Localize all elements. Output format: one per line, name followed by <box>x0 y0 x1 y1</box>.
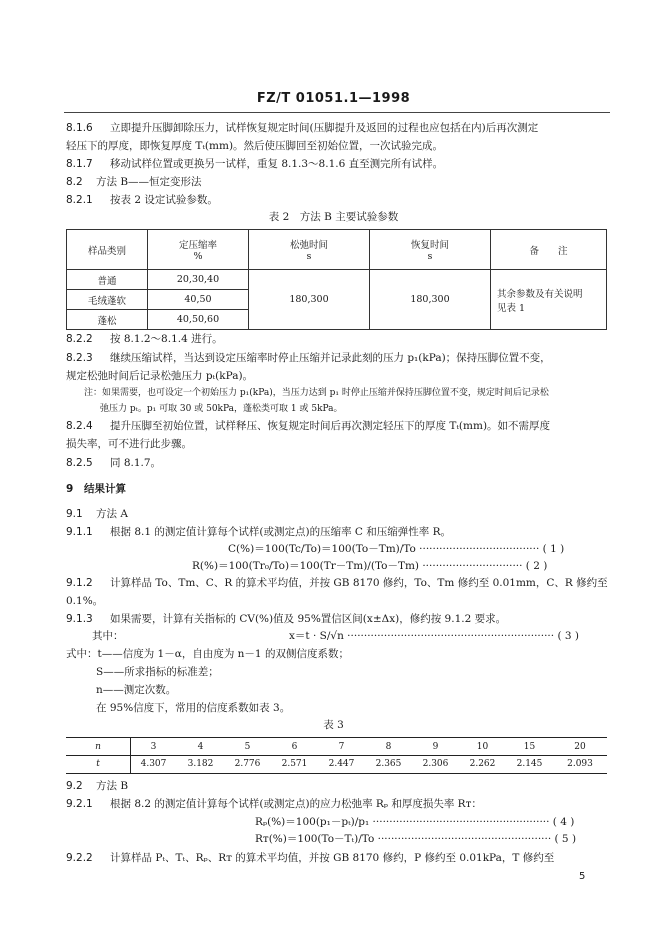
table-cell: 2.776 <box>234 759 261 769</box>
definition-text: S——所求指标的标准差； <box>96 666 219 678</box>
table-cell: 3 <box>150 741 157 752</box>
equation-1: C(%)＝100(Tc/To)＝100(To－Tm)/To ···································· ( 1 ) <box>228 543 565 555</box>
table-row-label: n <box>95 741 101 752</box>
definition-text: 式中：t——信度为 1－α，自由度为 n－1 的双侧信度系数； <box>66 648 349 660</box>
table-cell: 其余参数及有关说明 见表 1 <box>491 270 607 330</box>
table-header-cell: 定压缩率 % <box>148 230 249 270</box>
section-title: 方法 B——恒定变形法 <box>96 176 202 188</box>
table-cell: 20,30,40 <box>148 270 249 290</box>
clause-number: 8.2.3 <box>66 352 93 364</box>
clause-number: 8.2.1 <box>66 194 93 206</box>
table-cell: 15 <box>523 741 536 752</box>
table-header-cell: 备 注 <box>491 230 607 270</box>
table-cell: 10 <box>476 741 489 752</box>
clause-text: 损失率，可不进行此步骤。 <box>66 438 192 450</box>
clause-number: 9.2.1 <box>66 798 93 810</box>
clause-text: 根据 8.1 的测定值计算每个试样(或测定点)的压缩率 C 和压缩弹性率 R。 <box>110 526 452 538</box>
equation-3: x＝t · S/√n ······························································ ( 3 ) <box>289 630 579 642</box>
section-number: 9.2 <box>66 780 83 792</box>
table-cell: 20 <box>574 741 586 752</box>
table-cell: 2.306 <box>422 759 449 769</box>
table-row <box>66 755 607 773</box>
clause-text: 提升压脚至初始位置，试样释压、恢复规定时间后再次测定轻压下的厚度 Tₜ(mm)。如不需厚度 <box>110 420 551 432</box>
table-cell: 4 <box>197 741 204 752</box>
equation-5: Rᴛ(%)＝100(To－Tₜ)/To ···················································· ( 5 ) <box>255 833 577 845</box>
table-header-cell: 恢复时间 s <box>370 230 491 270</box>
table-cell: 40,50,60 <box>148 310 249 330</box>
clause-number: 8.2.5 <box>66 457 93 469</box>
section-number: 9.1 <box>66 508 83 520</box>
clause-number: 9.2.2 <box>66 852 93 864</box>
table-cell: 40,50 <box>148 290 249 310</box>
table-caption: 表 2 方法 B 主要试验参数 <box>268 211 399 223</box>
clause-text: 轻压下的厚度，即恢复厚度 Tₜ(mm)。然后使压脚回至初始位置，一次试验完成。 <box>66 140 444 152</box>
clause-text: 0.1%。 <box>66 595 104 607</box>
table-cell: 2.262 <box>469 759 496 769</box>
section-title: 方法 A <box>96 508 128 520</box>
clause-text: 立即提升压脚卸除压力，试样恢复规定时间(压脚提升及返回的过程也应包括在内)后再次测定 <box>110 122 539 134</box>
table-row <box>66 738 607 755</box>
clause-number: 9.1.1 <box>66 526 93 538</box>
clause-number: 9.1.3 <box>66 613 93 625</box>
clause-number: 8.2.4 <box>66 420 93 432</box>
section-title: 结果计算 <box>84 483 126 495</box>
clause-text: 同 8.1.7。 <box>110 457 162 469</box>
table-3 <box>66 738 607 773</box>
definition-text: n——测定次数。 <box>96 684 177 696</box>
table-cell: 2.571 <box>281 759 308 769</box>
clause-number: 8.1.6 <box>66 122 93 134</box>
clause-text: 继续压缩试样，当达到设定压缩率时停止压缩并记录此刻的压力 p₁(kPa)；保持压脚位置不变， <box>110 352 551 364</box>
clause-number: 9.1.2 <box>66 577 93 589</box>
table-cell: 7 <box>338 741 345 752</box>
table-cell: 180,300 <box>249 270 370 330</box>
clause-text: 根据 8.2 的测定值计算每个试样(或测定点)的应力松弛率 Rₚ 和厚度损失率 Rᴛ： <box>110 798 482 810</box>
table-cell: 9 <box>432 741 439 752</box>
clause-text: 规定松弛时间后记录松弛压力 pₜ(kPa)。 <box>66 370 254 382</box>
table-cell: 180,300 <box>370 270 491 330</box>
table-cell: 4.307 <box>140 759 167 769</box>
table-2 <box>66 229 607 330</box>
section-number: 9 <box>66 483 74 495</box>
clause-text: 计算样品 To、Tm、C、R 的算术平均值，并按 GB 8170 修约，To、Tm 修约至 0.01mm，C、R 修约至 <box>110 577 608 589</box>
header-rule <box>64 112 610 113</box>
table-cell: 普通 <box>67 270 148 290</box>
table-cell: 2.365 <box>375 759 402 769</box>
clause-text: 按 8.1.2～8.1.4 进行。 <box>110 333 223 345</box>
section-title: 方法 B <box>96 780 129 792</box>
standard-code-header: FZ/T 01051.1—1998 <box>256 91 411 106</box>
page-number: 5 <box>579 871 586 882</box>
equation-4: Rₚ(%)＝100(p₁－pₜ)/p₁ ····················································· ( 4 ) <box>255 816 575 828</box>
definition-text: 在 95%信度下，常用的信度系数如表 3。 <box>96 702 291 714</box>
clause-text: 移动试样位置或更换另一试样，重复 8.1.3～8.1.6 直至测完所有试样。 <box>110 158 444 170</box>
note-text: 注：如果需要，也可设定一个初始压力 p₁(kPa)，当压力达到 p₁ 时停止压缩并保持压脚位置不变，规定时间后记录松 <box>84 388 549 398</box>
table-cell: 2.145 <box>516 759 543 769</box>
note-text: 弛压力 pₜ。p₁ 可取 30 或 50kPa，蓬松类可取 1 或 5kPa。 <box>100 404 343 414</box>
clause-text: 按表 2 设定试验参数。 <box>110 194 218 206</box>
table-row-label: t <box>96 759 100 769</box>
table-cell: 2.447 <box>328 759 355 769</box>
table-row <box>67 270 607 290</box>
table-caption: 表 3 <box>323 719 344 731</box>
table-cell: 5 <box>244 741 251 752</box>
table-cell: 6 <box>291 741 298 752</box>
table-cell: 蓬松 <box>67 310 148 330</box>
table-header-cell: 松弛时间 s <box>249 230 370 270</box>
section-number: 8.2 <box>66 176 83 188</box>
clause-text: 计算样品 Pₜ、Tₜ、Rₚ、Rᴛ 的算术平均值，并按 GB 8170 修约，P 修约至 0.01kPa，T 修约至 <box>110 852 555 864</box>
table-header-cell: 样品类别 <box>67 230 148 270</box>
equation-label: 其中： <box>92 630 124 642</box>
table-bottom-rule <box>66 773 607 774</box>
clause-text: 如果需要，计算有关指标的 CV(%)值及 95%置信区间(x±Δx)，修约按 9.1.2 要求。 <box>110 613 507 625</box>
clause-number: 8.1.7 <box>66 158 93 170</box>
table-cell: 毛绒蓬软 <box>67 290 148 310</box>
equation-2: R(%)＝100(Tr₀/To)＝100(Tr－Tm)/(To－Tm) ······························ ( 2 ) <box>192 560 548 572</box>
table-cell: 8 <box>385 741 392 752</box>
table-cell: 2.093 <box>567 759 593 769</box>
clause-number: 8.2.2 <box>66 333 93 345</box>
table-cell: 3.182 <box>187 759 214 769</box>
